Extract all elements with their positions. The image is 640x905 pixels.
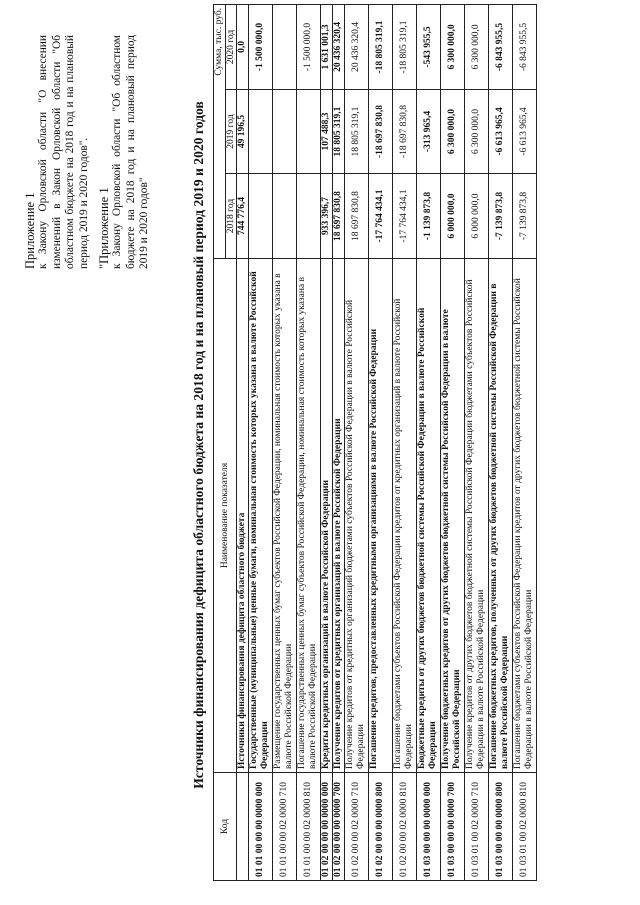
row-value-2018: -1 139 873,8 [417,174,441,259]
row-code: 01 01 00 00 02 0000 810 [297,773,321,881]
row-value-2020: -18 805 319,1 [393,4,417,89]
row-name: Погашение кредитов, предоставленных кредитными организациями в валюте Российской Федерации [369,259,393,773]
row-value-2018: 6 000 000,0 [465,174,489,259]
row-value-2019 [297,90,321,174]
row-value-2018: 18 697 830,8 [345,174,369,259]
row-name: Получение бюджетных кредитов от других бюджетов бюджетной системы Российской Федерации в валюте Российской Федерации [441,259,465,773]
table-row [441,4,465,880]
row-value-2018: 744 776,4 [237,174,249,259]
row-value-2020: 6 300 000,0 [465,4,489,89]
table-row [513,4,537,880]
header-code: Код [214,773,237,881]
sources-table [213,4,537,881]
row-value-2020 [273,4,297,89]
row-code: 01 03 00 00 00 0000 700 [441,773,465,881]
row-code: 01 03 00 00 00 0000 800 [489,773,513,881]
table-row [369,4,393,880]
row-name: Погашение государственных ценных бумаг субъектов Российской Федерации, номинальная стоимость которых указана в валюте Российской Федерации [297,259,321,773]
row-code: 01 01 00 00 02 0000 710 [273,773,297,881]
table-row [273,4,297,880]
row-code: 01 01 00 00 00 0000 000 [249,773,273,881]
row-value-2019: -18 697 830,8 [393,90,417,174]
row-value-2018: 933 396,7 [321,174,333,259]
row-value-2019: 6 300 000,0 [441,90,465,174]
row-code: 01 03 01 00 02 0000 710 [465,773,489,881]
row-value-2020: 20 436 320,4 [345,4,369,89]
row-value-2019: -6 613 965,4 [489,90,513,174]
row-value-2018: 6 000 000,0 [441,174,465,259]
row-name: Погашение бюджетных кредитов, полученных от других бюджетов бюджетной системы Российской Федерации в валюте Российской Федерации [489,259,513,773]
row-code: 01 03 00 00 00 0000 000 [417,773,441,881]
row-value-2019: 49 196,5 [237,90,249,174]
table-row [249,4,273,880]
table-row [321,4,333,880]
row-name: Получение кредитов от кредитных организаций в валюте Российской Федерации [333,259,345,773]
row-value-2019: 107 488,3 [321,90,333,174]
row-code: 01 03 01 00 02 0000 810 [513,773,537,881]
row-name: Получение кредитов от других бюджетов бюджетной системы Российской Федерации бюджетами субъектов Российской Федерации в валюте Российской Федерации [465,259,489,773]
row-name: Кредиты кредитных организаций в валюте Российской Федерации [321,259,333,773]
row-name: Источники финансирования дефицита областного бюджета [237,259,249,773]
header-2018: 2018 год [225,174,237,259]
row-value-2018: 18 697 830,8 [333,174,345,259]
row-name: Государственные (муниципальные) ценные бумаги, номинальная стоимость которых указана в валюте Российской Федерации [249,259,273,773]
row-name: Бюджетные кредиты от других бюджетов бюджетной системы Российской Федерации в валюте Российской Федерации [417,259,441,773]
row-code: 01 02 00 00 00 0000 800 [369,773,393,881]
table-row [393,4,417,880]
row-value-2020: -1 500 000,0 [297,4,321,89]
header-name: Наименование показателя [214,259,237,773]
annex-label: Приложение 1 [23,192,37,269]
row-value-2020: 0,0 [237,4,249,89]
row-value-2019: 18 805 319,1 [345,90,369,174]
row-value-2020: -1 500 000,0 [249,4,273,89]
row-name: Погашение бюджетами субъектов Российской Федерации кредитов от других бюджетов бюджетной системы Российской Федерации в валюте Российской Федерации [513,259,537,773]
row-value-2019 [249,90,273,174]
table-row [489,4,513,880]
table-row [345,4,369,880]
header-2020: 2020 год [225,4,237,89]
row-value-2018 [249,174,273,259]
annex-block [24,35,152,269]
row-code [237,773,249,881]
row-value-2020: -6 843 955,5 [489,4,513,89]
row-value-2019: -6 613 965,4 [513,90,537,174]
row-value-2019: 18 805 319,1 [333,90,345,174]
table-body [237,4,537,880]
row-code: 01 02 00 00 00 0000 700 [333,773,345,881]
table-row [417,4,441,880]
row-value-2018 [273,174,297,259]
annex-text: к Закону Орловской области "О внесении изменений в Закон Орловской области "Об областном бюджете на 2018 год и на плановый период 2019 и 2020 годов". [37,35,90,269]
row-code: 01 02 00 00 00 0000 000 [321,773,333,881]
header-2019: 2019 год [225,90,237,174]
row-value-2020: 6 300 000,0 [441,4,465,89]
row-value-2020: 1 631 001,3 [321,4,333,89]
row-name: Погашение бюджетами субъектов Российской Федерации кредитов от кредитных организаций в валюте Российской Федерации [393,259,417,773]
table-row [237,4,249,880]
row-code: 01 02 00 00 02 0000 710 [345,773,369,881]
table-row [465,4,489,880]
row-value-2019: -313 965,4 [417,90,441,174]
row-value-2018: -7 139 873,8 [513,174,537,259]
table-row [297,4,321,880]
row-value-2020: -543 955,5 [417,4,441,89]
row-name: Получение кредитов от кредитных организаций бюджетами субъектов Российской Федерации в валюте Российской Федерации [345,259,369,773]
row-value-2020: 20 436 320,4 [333,4,345,89]
table-row [333,4,345,880]
row-value-2019: -18 697 830,8 [369,90,393,174]
row-value-2018 [297,174,321,259]
annex-text-2: к Закону Орловской области "Об областном бюджете на 2018 год и на плановый период 2019 и 2020 годов" [111,35,151,269]
annex-label-2: "Приложение 1 [97,187,112,269]
row-name: Размещение государственных ценных бумаг субъектов Российской Федерации, номинальная стоимость которых указана в валюте Российской Федерации [273,259,297,773]
row-value-2018: -7 139 873,8 [489,174,513,259]
row-value-2018: -17 764 434,1 [393,174,417,259]
row-code: 01 02 00 00 02 0000 810 [393,773,417,881]
row-value-2020: -18 805 319,1 [369,4,393,89]
document-title: Источники финансирования дефицита областного бюджета на 2018 год и на плановый период 2019 и 2020 годов [191,101,206,789]
row-value-2019: 6 300 000,0 [465,90,489,174]
row-value-2018: -17 764 434,1 [369,174,393,259]
row-value-2020: -6 843 955,5 [513,4,537,89]
header-units: Сумма, тыс. руб. [214,4,225,258]
row-value-2019 [273,90,297,174]
